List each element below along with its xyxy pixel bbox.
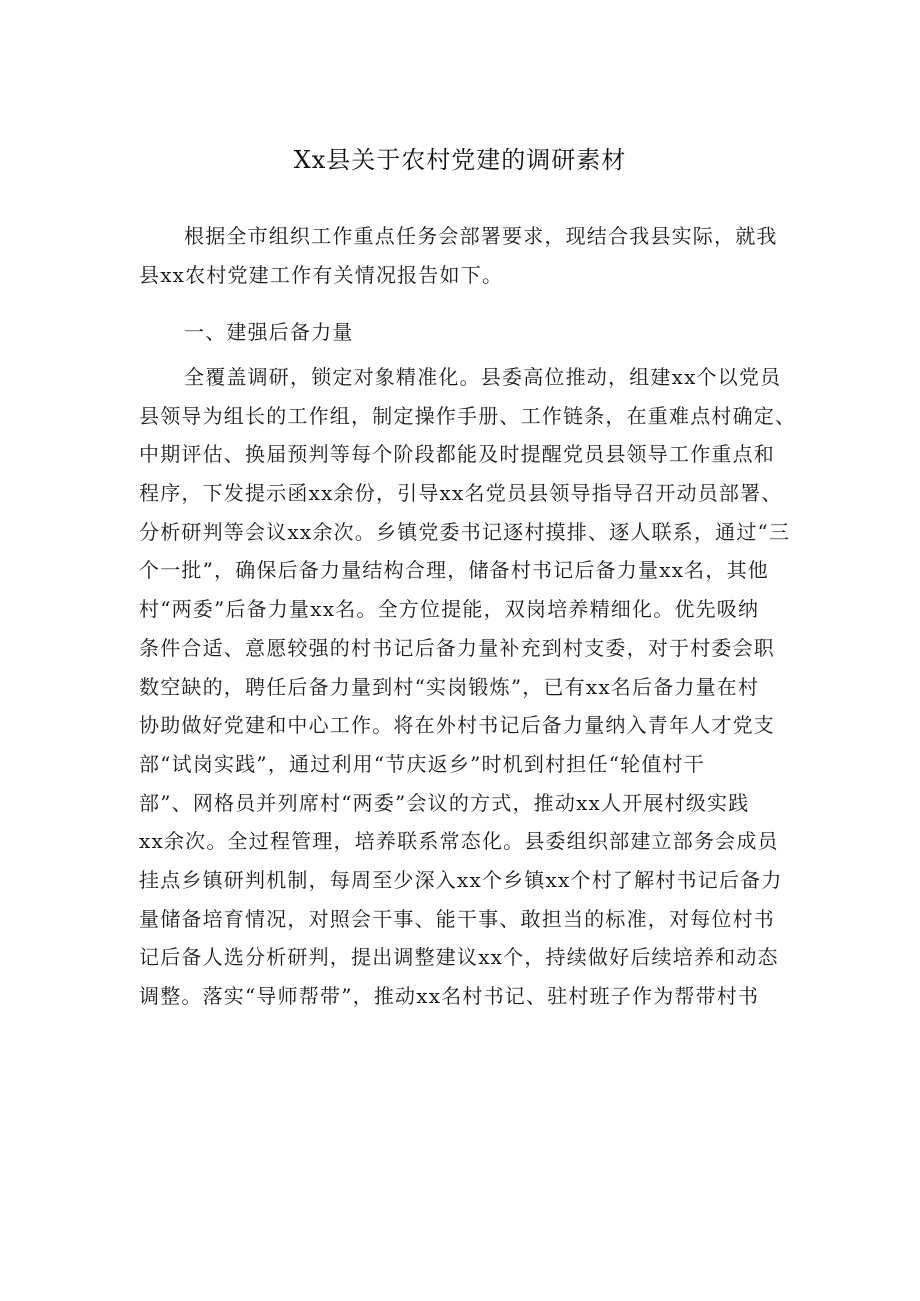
paragraph-line: 县领导为组长的工作组，制定操作手册、工作链条，在重难点村确定、 <box>139 403 797 428</box>
paragraph-line: 调整。落实“导师帮带”，推动xx名村书记、驻村班子作为帮带村书 <box>139 984 760 1008</box>
intro-line: 根据全市组织工作重点任务会部署要求，现结合我县实际，就我 <box>184 224 778 248</box>
section-heading <box>139 313 784 352</box>
paragraph-line: 数空缺的，聘任后备力量到村“实岗锻炼”，已有xx名后备力量在村 <box>139 674 760 699</box>
body-paragraph <box>139 358 797 1016</box>
paragraph-line: 部“试岗实践”，通过利用“节庆返乡”时机到村担任“轮值村干 <box>139 751 705 776</box>
paragraph-line: 协助做好党建和中心工作。将在外村书记后备力量纳入青年人才党支 <box>139 713 775 738</box>
paragraph-line: 个一批”，确保后备力量结构合理，储备村书记后备力量xx名，其他 <box>139 558 769 583</box>
intro-paragraph <box>139 217 784 294</box>
paragraph-line: 记后备人选分析研判，提出调整建议xx个，持续做好后续培养和动态 <box>139 945 779 970</box>
paragraph-line: 村“两委”后备力量xx名。全方位提能，双岗培养精细化。优先吸纳 <box>139 597 760 622</box>
paragraph-line: 程序，下发提示函xx余份，引导xx名党员县领导指导召开动员部署、 <box>139 481 783 506</box>
section-heading-text: 一、建强后备力量 <box>184 320 354 344</box>
paragraph-line: 中期评估、换届预判等每个阶段都能及时提醒党员县领导工作重点和 <box>139 442 775 467</box>
document-title: Xx县关于农村党建的调研素材 <box>293 146 627 174</box>
paragraph-line: 全覆盖调研，锁定对象精准化。县委高位推动，组建xx个以党员 <box>184 365 782 389</box>
paragraph-line: 部”、网格员并列席村“两委”会议的方式，推动xx人开展村级实践 <box>139 790 750 815</box>
paragraph-line: 条件合适、意愿较强的村书记后备力量补充到村支委，对于村委会职 <box>139 635 775 660</box>
paragraph-line: xx余次。全过程管理，培养联系常态化。县委组织部建立部务会成员 <box>139 829 779 854</box>
paragraph-line: 量储备培育情况，对照会干事、能干事、敢担当的标准，对每位村书 <box>139 906 775 931</box>
paragraph-line: 挂点乡镇研判机制，每周至少深入xx个乡镇xx个村了解村书记后备力 <box>139 867 783 892</box>
intro-line: 县xx农村党建工作有关情况报告如下。 <box>139 262 504 287</box>
paragraph-line: 分析研判等会议xx余次。乡镇党委书记逐村摸排、逐人联系，通过“三 <box>139 519 791 544</box>
